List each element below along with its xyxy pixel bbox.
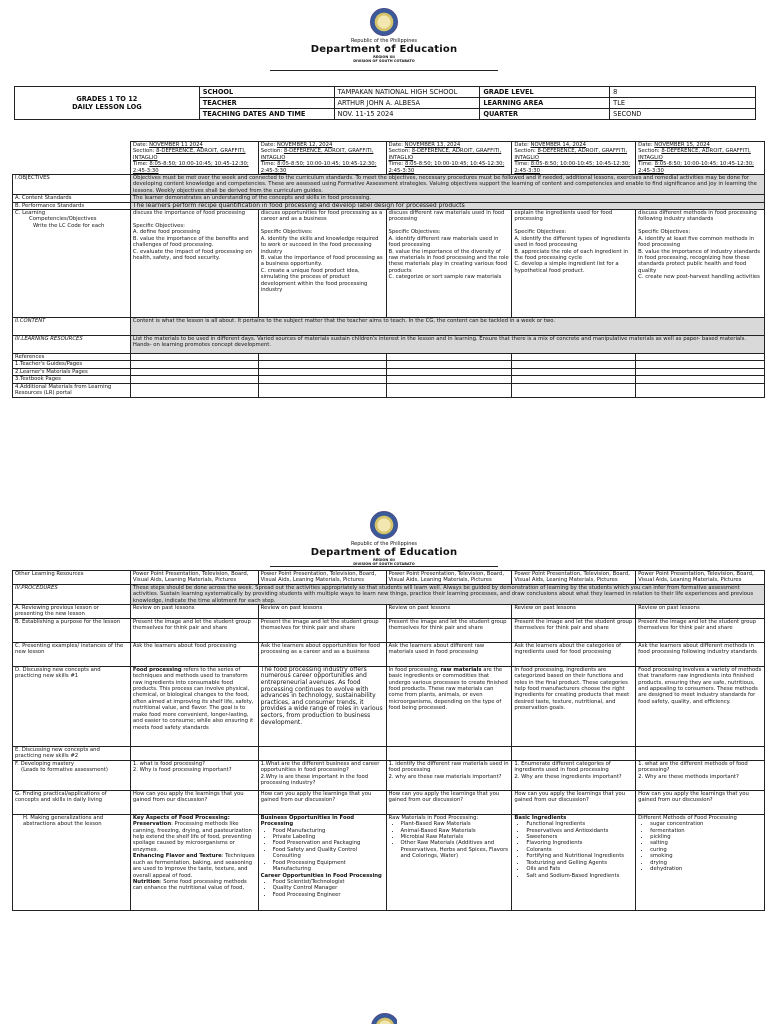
section-title: Business Opportunities in Food Processing xyxy=(260,814,355,828)
day-section: 8-DEFERENCE, ADROIT, GRAFFITI, INTAGLIO xyxy=(260,148,374,161)
new-concepts-1-cell: Food processing involves a variety of methods that transform raw ingredients into finished products, ensuring they are safe, nutritious, and appealing to consumers. These methods are designed to meet industry standards for food safety, quality, and efficiency. xyxy=(636,666,765,746)
day-header xyxy=(258,142,386,175)
question-item: 2. why are these raw materials important? xyxy=(388,773,502,780)
day-section: 8-DEFERENCE, ADROIT, GRAFFITI, INTAGLIO xyxy=(132,148,246,161)
new-concepts-2-label: E. Discussing new concepts and practicing new skills #2 xyxy=(13,746,131,760)
generalization-cell xyxy=(258,814,386,910)
day-header xyxy=(636,142,765,175)
list-item: • Quality Control Manager xyxy=(273,885,384,891)
competency-main: discuss opportunities for food processing as a career and as a business xyxy=(260,210,383,223)
other-resources-row xyxy=(13,571,765,585)
generalizations-row xyxy=(13,814,765,910)
generalization-cell xyxy=(636,814,765,910)
list-item: • Colorants xyxy=(526,847,633,853)
dll-title xyxy=(15,87,200,120)
other-resources-cell: Power Point Presentation, Television, Board, Visual Aids, Leaning Materials, Pictures xyxy=(258,571,386,585)
deped-seal-icon xyxy=(370,511,398,539)
question-item: 1. identify the different raw materials used in food processing xyxy=(388,760,509,774)
division-text: DIVISION OF SOUTH COTABATO xyxy=(353,59,415,63)
objectives-label: I.OBJECTIVES xyxy=(13,175,131,195)
list-item: • fermentation xyxy=(650,828,762,834)
list-item: • Functional Ingredients xyxy=(526,821,633,827)
time-label: Time: xyxy=(388,161,405,168)
references-row xyxy=(13,354,765,361)
learners-materials-label: 2.Learner's Materials Pages xyxy=(13,368,131,375)
learning-resources-row xyxy=(13,336,765,354)
specific-objectives-label: Specific Objectives: xyxy=(260,229,313,236)
competency-main: discuss the importance of food processing xyxy=(132,210,246,217)
specific-objectives-label: Specific Objectives: xyxy=(514,229,567,236)
paragraph-text: : Processing methods like canning, freezing, drying, and pasteurization help extend the shelf life of food, preventing spoilage caused by microorganisms or enzymes. xyxy=(132,821,252,853)
list-item: • Food Processing Engineer xyxy=(273,892,384,898)
new-concepts-1-cell: The food processing industry offers numerous career opportunities and entrepreneurial avenues. As food processing continues to evolve with advances in technology, sustainability practices, and consumer trends, it provides a wide range of roles in various sectors, from production to business development. xyxy=(258,666,386,746)
paragraph xyxy=(133,879,256,892)
objective-item: B. appreciate the role of each ingredient in the food processing cycle xyxy=(514,248,629,261)
day-date: NOVEMBER 15, 2024 xyxy=(654,142,710,148)
teachers-guide-row xyxy=(13,361,765,368)
reviewing-cell: Review on past lessons xyxy=(636,605,765,619)
objectives-text: Objectives must be met over the week and connected to the curriculum standards. To meet the objectives, necessary procedures must be followed and if needed, additional lessons, exercises and remedial activities may be done for developing content knowledge and competencies. These are assessed using Formative Assessment strategies. Valuing objectives support the learning of content and competencies and enable to find significance and joy in learning the lessons. Weekly objectives shall be derived from the curriculum guides. xyxy=(130,175,764,195)
performance-standards-label: B. Performance Standards xyxy=(13,202,131,209)
content-row xyxy=(13,318,765,336)
objective-item: C. develop a simple ingredient list for a hypothetical food product. xyxy=(514,261,619,274)
new-concepts-1-row xyxy=(13,666,765,746)
content-standards-label: A. Content Standards xyxy=(13,195,131,202)
bullet-list xyxy=(389,821,510,859)
time-label: Time: xyxy=(132,161,150,168)
competencies-label-line3: Write the LC Code for each xyxy=(33,222,105,229)
list-item: • Food Processing Equipment Manufacturing xyxy=(273,860,384,873)
examples-label: C. Presenting examples/ instances of the new lesson xyxy=(13,642,131,666)
time-label: Time: xyxy=(638,161,655,168)
date-label: Date: xyxy=(638,142,655,148)
date-label: Date: xyxy=(260,142,277,148)
grade-level-value: 8 xyxy=(610,87,756,98)
new-concepts-1-cell: In food processing, ingredients are categorized based on their functions and roles in the final product. These categories help food manufacturers choose the right ingredients for creating products that meet desired taste, texture, nutritional, and preservation goals. xyxy=(512,666,636,746)
section-label: Section: xyxy=(260,148,284,155)
learning-resources-label: III.LEARNING RESOURCES xyxy=(13,336,131,354)
examples-cell: Ask the learners about opportunities for food processing as a career and as a business xyxy=(258,642,386,666)
teacher-label: TEACHER xyxy=(199,98,334,109)
term-bold: Food processing xyxy=(132,666,182,673)
purpose-row xyxy=(13,618,765,642)
definition-text: are the basic ingredients or commodities that undergo various processes to create finished food products. These raw materials can come from plants, animals, or even microorganisms, depending on the type of food being processed. xyxy=(388,666,508,712)
examples-cell: Ask the learners about food processing xyxy=(130,642,258,666)
section-title: Different Methods of Food Processing xyxy=(638,814,737,821)
practical-applications-row xyxy=(13,790,765,814)
objective-item: A. identify the skills and knowledge required to work or succeed in the food processing industry xyxy=(260,235,379,255)
learners-materials-row xyxy=(13,368,765,375)
competencies-label xyxy=(13,210,131,318)
deped-seal-icon xyxy=(371,1013,397,1024)
reviewing-cell: Review on past lessons xyxy=(386,605,512,619)
objective-item: A. identify at least five common methods in food processing xyxy=(638,235,755,249)
department-title: Department of Education xyxy=(310,547,458,558)
other-resources-cell: Power Point Presentation, Television, Board, Visual Aids, Leaning Materials, Pictures xyxy=(636,571,765,585)
competency-cell xyxy=(636,210,765,318)
new-concepts-2-row xyxy=(13,746,765,760)
list-item: • Oils and Fats xyxy=(526,866,633,872)
objective-item: C. categorize or sort sample raw materials xyxy=(388,274,502,281)
paragraph-text: : Some food processing methods can enhance the nutritional value of food, xyxy=(132,878,247,892)
region-text: REGION XII xyxy=(373,55,395,59)
applications-cell: How can you apply the learnings that you gained from our discussion? xyxy=(636,790,765,814)
republic-text: Republic of the Philippines xyxy=(350,541,418,547)
list-item: • salting xyxy=(650,840,762,846)
reviewing-cell: Review on past lessons xyxy=(130,605,258,619)
teaching-dates-value: NOV. 11-15 2024 xyxy=(334,109,480,120)
date-label: Date: xyxy=(514,142,531,148)
department-title: Department of Education xyxy=(310,44,458,55)
mastery-cell xyxy=(512,760,636,790)
new-concepts-1-label: D. Discussing new concepts and practicing new skills #1 xyxy=(13,666,131,746)
list-item: • drying xyxy=(650,860,762,866)
dll-title-line2: DAILY LESSON LOG xyxy=(72,103,142,111)
list-item: • Sweeteners xyxy=(526,834,633,840)
paragraph xyxy=(133,853,256,879)
practical-applications-label: G. Finding practical/applications of concepts and skills in daily living xyxy=(13,790,131,814)
question-item: 2. Why are these methods important? xyxy=(638,773,739,780)
purpose-cell: Present the image and let the student group themselves for think pair and share xyxy=(636,618,765,642)
competency-cell xyxy=(512,210,636,318)
objective-item: A. identify different raw materials used in food processing xyxy=(388,235,499,249)
day-time: 8:05-8:50; 10:00-10:45; 10:45-12:30; 2:45-3:30 xyxy=(514,161,631,174)
mastery-cell xyxy=(258,760,386,790)
performance-standards-text: The learners perform recipe quantification in food processing and develop label design for processed products xyxy=(130,202,764,209)
day-time: 8:05-8:50; 10:00-10:45; 10:45-12:30; 2:45-3:30 xyxy=(132,161,249,174)
quarter-value: SECOND xyxy=(610,109,756,120)
objective-item: A. identify the different types of ingredients used in food processing xyxy=(514,235,631,249)
other-resources-cell: Power Point Presentation, Television, Board, Visual Aids, Leaning Materials, Pictures xyxy=(386,571,512,585)
header-divider xyxy=(270,70,498,71)
section-label: Section: xyxy=(638,148,662,155)
examples-row xyxy=(13,642,765,666)
performance-standards-row xyxy=(13,202,765,209)
references-label: References xyxy=(13,354,131,361)
day-time: 8:05-8:50; 10:00-10:45; 10:45-12:30; 2:45-3:30 xyxy=(638,161,754,174)
applications-cell: How can you apply the learnings that you gained from our discussion? xyxy=(512,790,636,814)
question-item: 1. what are the different methods of food processing? xyxy=(638,760,748,774)
teacher-value: ARTHUR JOHN A. ALBESA xyxy=(334,98,480,109)
developing-mastery-label-line2: (Leads to formative assessment) xyxy=(21,767,108,774)
day-header xyxy=(130,142,258,175)
new-concepts-1-cell xyxy=(130,666,258,746)
date-label: Date: xyxy=(132,142,150,148)
day-section: 8-DEFERENCE, ADROIT, GRAFFITI, INTAGLIO xyxy=(638,148,751,161)
section-label: Section: xyxy=(132,148,157,155)
reviewing-row xyxy=(13,605,765,619)
textbook-pages-label: 3.Textbook Pages xyxy=(13,376,131,383)
content-label: II.CONTENT xyxy=(13,318,131,336)
dates-row xyxy=(13,142,765,175)
paragraph xyxy=(133,821,256,853)
list-item: • Animal-Based Raw Materials xyxy=(401,828,510,834)
page1-header xyxy=(0,8,768,63)
procedures-text: These steps should be done across the week. Spread out the activities appropriately so that students will learn well. Always be guided by demonstration of learning by the students which you can infer from formative assessment activities. Sustain learning systematically by providing students with multiple ways to learn new things, practice their learning processes, and draw conclusions about what they learned in relation to their life experiences and previous knowledge, indicate the time allotment for each step. xyxy=(130,584,764,604)
bullet-list xyxy=(261,879,384,898)
list-item: • Fortifying and Nutritional Ingredients xyxy=(526,853,633,859)
quarter-label: QUARTER xyxy=(480,109,610,120)
bullet-list xyxy=(638,821,762,872)
school-label: SCHOOL xyxy=(199,87,334,98)
time-label: Time: xyxy=(514,161,531,168)
list-item: • Microbial Raw Materials xyxy=(401,834,510,840)
new-concepts-1-cell xyxy=(386,666,512,746)
competency-cell xyxy=(130,210,258,318)
developing-mastery-label xyxy=(13,760,131,790)
objectives-row xyxy=(13,175,765,195)
teachers-guide-label: 1.Teacher's Guides/Pages xyxy=(13,361,131,368)
bullet-list xyxy=(261,828,384,873)
question-item: 1.What are the different business and career opportunities in food processing? xyxy=(260,760,380,774)
question-item: 1. what is food processing? xyxy=(132,760,205,767)
competency-main: discuss different raw materials used in food processing xyxy=(388,210,505,223)
learning-area-label: LEARNING AREA xyxy=(480,98,610,109)
content-standards-text: The learner demonstrates an understanding of the concepts and skills in food processing. xyxy=(130,195,764,202)
time-label: Time: xyxy=(260,161,278,168)
section-title: Career Opportunities in Food Processing xyxy=(260,872,382,879)
list-item: • curing xyxy=(650,847,762,853)
list-item: • Food Preservation and Packaging xyxy=(273,840,384,846)
purpose-cell: Present the image and let the student group themselves for think pair and share xyxy=(512,618,636,642)
mastery-cell xyxy=(636,760,765,790)
bullet-list xyxy=(514,821,633,879)
question-item: 1. Enumerate different categories of ingredients used in food processing xyxy=(514,760,611,774)
procedures-label: IV.PROCEDURES xyxy=(13,584,131,604)
list-item: • smoking xyxy=(650,853,762,859)
list-item: • sugar concentration xyxy=(650,821,762,827)
division-text: DIVISION OF SOUTH COTABATO xyxy=(353,562,415,566)
term-bold: Nutrition xyxy=(132,878,160,885)
term-bold: Preservation xyxy=(132,821,172,828)
additional-materials-row xyxy=(13,383,765,397)
grade-level-label: GRADE LEVEL xyxy=(480,87,610,98)
generalization-cell xyxy=(512,814,636,910)
competency-main: explain the ingredients used for food processing xyxy=(514,210,613,223)
specific-objectives-label: Specific Objectives: xyxy=(132,222,185,229)
competencies-label-line2: Competencies/Objectives xyxy=(29,216,97,223)
paragraph-text: : Techniques such as fermentation, baking, and seasoning are used to improve the taste, texture, and overall appeal of food. xyxy=(132,853,255,879)
competencies-row xyxy=(13,210,765,318)
day-header xyxy=(386,142,512,175)
list-item: • Plant-Based Raw Materials xyxy=(401,821,510,827)
mastery-cell xyxy=(130,760,258,790)
applications-cell: How can you apply the learnings that you gained from our discussion? xyxy=(130,790,258,814)
question-item: 2.Why is are these important in the food processing industry? xyxy=(260,773,369,787)
objective-item: C. evaluate the impact of food processing on health, safety, and food security. xyxy=(132,248,253,261)
lesson-log-info-table xyxy=(14,86,756,120)
term-bold: raw materials xyxy=(440,666,482,673)
question-item: 2. Why is food processing important? xyxy=(132,767,232,774)
reviewing-cell: Review on past lessons xyxy=(258,605,386,619)
competency-cell xyxy=(258,210,386,318)
objective-item: B. value the importance of the diversity of raw materials in food processing and the role these materials play in creating various food products xyxy=(388,248,509,274)
list-item: • Texturizing and Gelling Agents xyxy=(526,860,633,866)
school-value: TAMPAKAN NATIONAL HIGH SCHOOL xyxy=(334,87,480,98)
deped-seal-icon xyxy=(370,8,398,36)
objective-item: A. define food processing xyxy=(132,229,201,236)
generalization-cell xyxy=(130,814,258,910)
section-label: Section: xyxy=(388,148,412,155)
objective-item: B. value the importance of industry standards in food processing, recognizing how these standards protect public health and food quality xyxy=(638,248,761,274)
examples-cell: Ask the learners about different methods in food processing following industry standards xyxy=(636,642,765,666)
objective-item: B. value the importance of food processing as a business opportunity. xyxy=(260,254,383,268)
day-date: NOVEMBER 12, 2024 xyxy=(276,142,333,148)
day-date: NOVEMBER 11 2024 xyxy=(149,142,203,148)
list-item: • Preservatives and Antioxidants xyxy=(526,828,633,834)
date-label: Date: xyxy=(388,142,405,148)
other-resources-cell: Power Point Presentation, Television, Board, Visual Aids, Leaning Materials, Pictures xyxy=(512,571,636,585)
generalization-cell xyxy=(386,814,512,910)
textbook-pages-row xyxy=(13,376,765,383)
day-date: NOVEMBER 13, 2024 xyxy=(404,142,461,148)
purpose-label: B. Establishing a purpose for the lesson xyxy=(13,618,131,642)
list-item: • Flavoring Ingredients xyxy=(526,840,633,846)
section-title: Key Aspects of Food Processing: xyxy=(132,814,230,821)
generalizations-label: H. Making generalizations and abstractions about the lesson xyxy=(13,814,131,910)
teaching-dates-label: TEACHING DATES AND TIME xyxy=(199,109,334,120)
day-header xyxy=(512,142,636,175)
additional-materials-label: 4.Additional Materials from Learning Resources (LR) portal xyxy=(13,383,131,397)
specific-objectives-label: Specific Objectives: xyxy=(638,229,691,236)
developing-mastery-label-line1: F. Developing mastery xyxy=(15,760,75,767)
list-item: • Private Labeling xyxy=(273,834,384,840)
other-resources-label: Other Learning Resources xyxy=(13,571,131,585)
purpose-cell: Present the image and let the student group themselves for think pair and share xyxy=(130,618,258,642)
definition-text: refers to the series of techniques and methods used to transform raw ingredients into consumable food products. This process can involve physical, chemical, or biological changes to the food, often aimed at improving its shelf life, safety, nutritional value, and flavor. The goal is to make food more convenient, longer-lasting, and easier to consume; while also ensuring it meets food safety standards xyxy=(132,666,254,731)
objective-item: B. value the importance of the benefits and challenges of food processing. xyxy=(132,235,249,249)
list-item: • Other Raw Materials (Additives and Preservatives, Herbs and Spices, Flavors and Colorings, Water) xyxy=(401,840,510,859)
list-item: • Food Safety and Quality Control Consulting xyxy=(273,847,384,860)
list-item: • Food Scientist/Technologist xyxy=(273,879,384,885)
header-divider xyxy=(270,566,498,567)
list-item: • pickling xyxy=(650,834,762,840)
day-time: 8:05-8:50; 10:00-10:45; 10:45-12:30; 2:45-3:30 xyxy=(260,161,377,174)
question-item: 2. Why are these ingredients important? xyxy=(514,773,622,780)
competency-main: discuss different methods in food processing following industry standards xyxy=(638,210,757,223)
day-section: 8-DEFERENCE, ADROIT, GRAFFITI, INTAGLIO xyxy=(388,148,502,161)
definition-text: In food processing, xyxy=(388,666,441,673)
term-bold: Enhancing Flavor and Texture xyxy=(132,853,222,860)
learning-resources-text: List the materials to be used in different days. Varied sources of materials sustain children's interest in the lesson and in learning. Ensure that there is a mix of concrete and manipulative materials as well as paper- based materials. Hands- on learning promotes concept development. xyxy=(130,336,764,354)
purpose-cell: Present the image and let the student group themselves for think pair and share xyxy=(258,618,386,642)
competency-cell xyxy=(386,210,512,318)
page1-lesson-table xyxy=(12,141,765,398)
mastery-cell xyxy=(386,760,512,790)
section-title: Basic Ingredients xyxy=(514,814,567,821)
republic-text: Republic of the Philippines xyxy=(350,38,418,44)
reviewing-cell: Review on past lessons xyxy=(512,605,636,619)
procedures-row xyxy=(13,584,765,604)
applications-cell: How can you apply the learnings that you gained from our discussion? xyxy=(386,790,512,814)
specific-objectives-label: Specific Objectives: xyxy=(388,229,441,236)
other-resources-cell: Power Point Presentation, Television, Board, Visual Aids, Leaning Materials, Pictures xyxy=(130,571,258,585)
competencies-label-line1: C. Learning xyxy=(15,210,46,217)
list-item: • Salt and Sodium-Based Ingredients xyxy=(526,873,633,879)
dll-title-line1: GRADES 1 TO 12 xyxy=(76,95,138,103)
objective-item: C. create new post-harvest handling activities xyxy=(638,274,760,281)
purpose-cell: Present the image and let the student group themselves for think pair and share xyxy=(386,618,512,642)
day-section: 8-DEFERENCE, ADROIT, GRAFFITI, INTAGLIO xyxy=(514,148,628,161)
day-date: NOVEMBER 14, 2024 xyxy=(530,142,586,148)
reviewing-label: A. Reviewing previous lesson or presenting the new lesson xyxy=(13,605,131,619)
content-text: Content is what the lesson is all about. It pertains to the subject matter that the teacher aims to teach. In the CG, the content can be tackled in a week or two. xyxy=(130,318,764,336)
section-label: Section: xyxy=(514,148,538,155)
day-time: 8:05-8:50; 10:00-10:45; 10:45-12:30; 2:45-3:30 xyxy=(388,161,505,174)
page3-seal-fragment xyxy=(371,1013,397,1024)
section-title: Raw Materials in Food Processing: xyxy=(388,814,479,821)
examples-cell: Ask the learners about the categories of ingredients used for food processing xyxy=(512,642,636,666)
list-item: • Food Manufacturing xyxy=(273,828,384,834)
page2-header xyxy=(0,511,768,566)
list-item: • dehydration xyxy=(650,866,762,872)
learning-area-value: TLE xyxy=(610,98,756,109)
developing-mastery-row xyxy=(13,760,765,790)
applications-cell: How can you apply the learnings that you gained from our discussion? xyxy=(258,790,386,814)
page2-lesson-table xyxy=(12,570,765,911)
region-text: REGION XII xyxy=(373,558,395,562)
objective-item: C. create a unique food product idea, simulating the process of product development within the food processing industry xyxy=(260,267,368,293)
empty-corner xyxy=(13,142,131,175)
examples-cell: Ask the learners about different raw materials used in food processing xyxy=(386,642,512,666)
